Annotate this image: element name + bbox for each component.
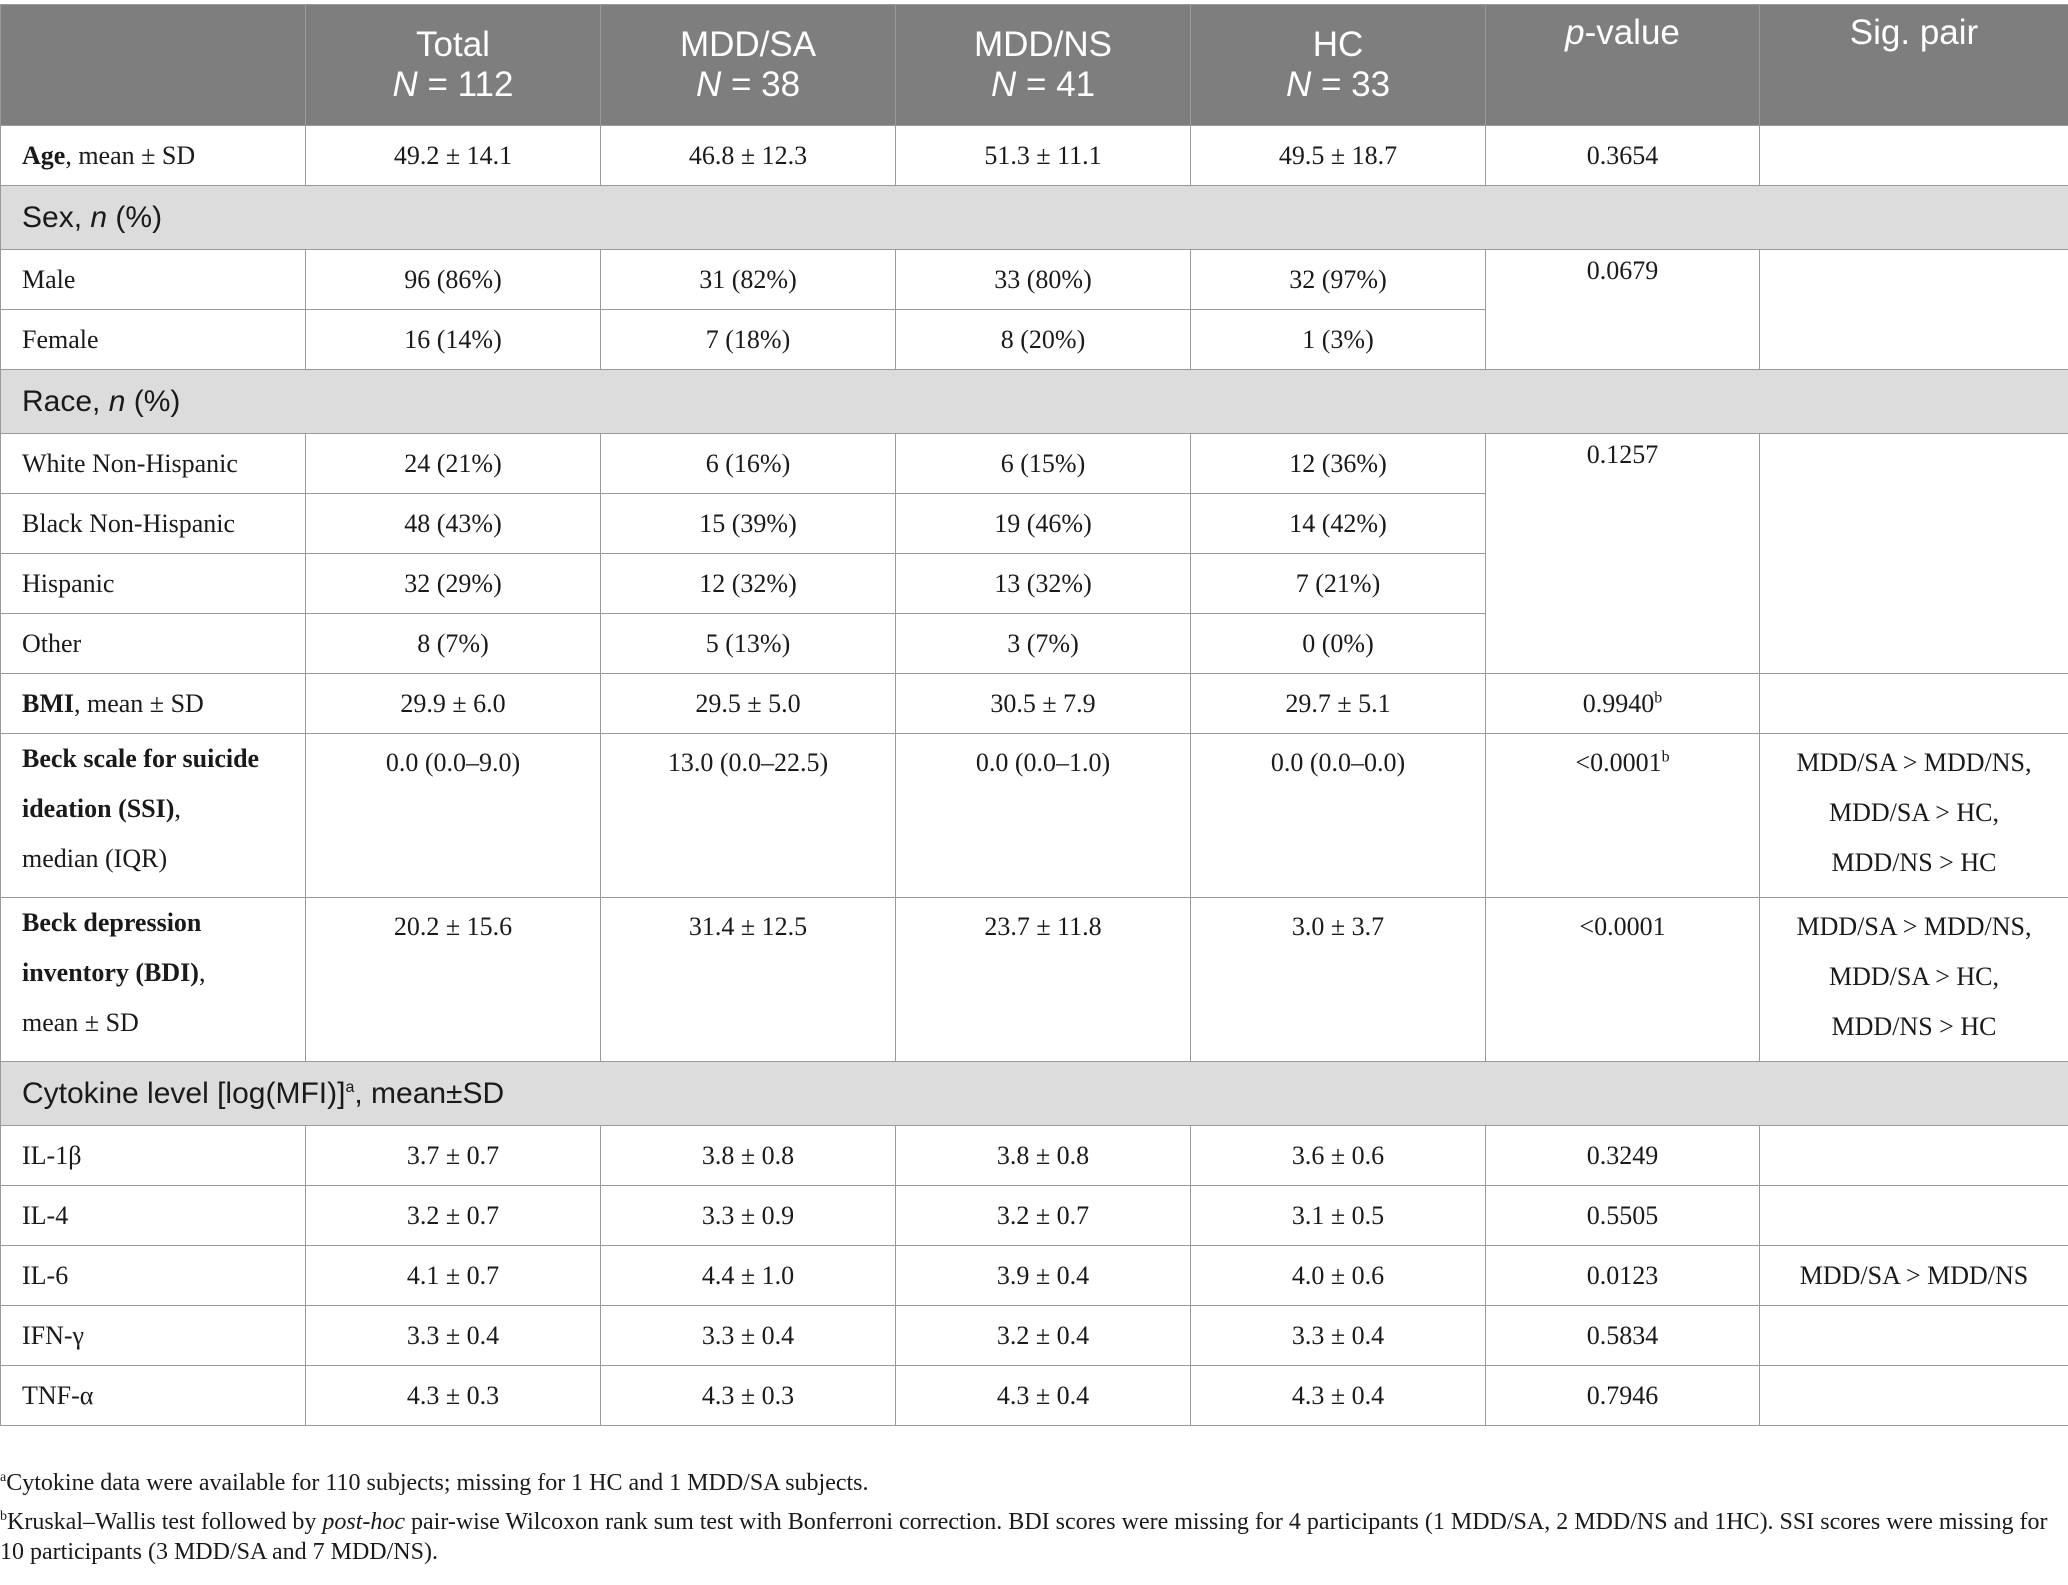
- row-label: Beck scale for suicide ideation (SSI), median (IQR): [1, 734, 306, 898]
- row-label: IL-4: [1, 1186, 306, 1246]
- cell-p-value: 0.1257: [1486, 434, 1760, 674]
- cell-hc: 3.1 ± 0.5: [1191, 1186, 1486, 1246]
- header-blank: [1, 5, 306, 126]
- section-header: Race, n (%): [1, 370, 2068, 434]
- cell-total: 96 (86%): [306, 250, 601, 310]
- cell-mdd-ns: 33 (80%): [896, 250, 1191, 310]
- row-label: IL-1β: [1, 1126, 306, 1186]
- cell-hc: 29.7 ± 5.1: [1191, 674, 1486, 734]
- cell-mdd-ns: 8 (20%): [896, 310, 1191, 370]
- header-mdd-sa: MDD/SA N = 38: [601, 5, 896, 126]
- row-age: [1, 126, 2068, 186]
- footnote-a: $^a$Cytokine data were available for 110 subjects; missing for 1 HC and 1 MDD/SA subjects.: [0, 1470, 869, 1496]
- cell-total: 49.2 ± 14.1: [306, 126, 601, 186]
- cell-sig-pair: [1760, 250, 2068, 370]
- cell-total: 3.2 ± 0.7: [306, 1186, 601, 1246]
- row-label: Beck depression inventory (BDI), mean ± SD: [1, 898, 306, 1062]
- row-label: Hispanic: [1, 554, 306, 614]
- row-bmi: [1, 674, 2068, 734]
- header-sig-pair: Sig. pair: [1760, 5, 2068, 126]
- cell-total: 3.3 ± 0.4: [306, 1306, 601, 1366]
- cell-mdd-sa: 4.4 ± 1.0: [601, 1246, 896, 1306]
- cell-mdd-ns: 0.0 (0.0–1.0): [896, 734, 1191, 898]
- cell-hc: 3.0 ± 3.7: [1191, 898, 1486, 1062]
- cell-mdd-sa: 12 (32%): [601, 554, 896, 614]
- cell-p-value: 0.9940$^b$: [1486, 674, 1760, 734]
- cell-total: 3.7 ± 0.7: [306, 1126, 601, 1186]
- cell-sig-pair: MDD/SA > MDD/NS, MDD/SA > HC, MDD/NS > HC: [1760, 734, 2068, 898]
- cell-mdd-ns: 51.3 ± 11.1: [896, 126, 1191, 186]
- cell-total: 24 (21%): [306, 434, 601, 494]
- row-white-non-hispanic: [1, 434, 2068, 494]
- cell-mdd-sa: 3.3 ± 0.9: [601, 1186, 896, 1246]
- header-mdd-ns: MDD/NS N = 41: [896, 5, 1191, 126]
- cell-mdd-sa: 6 (16%): [601, 434, 896, 494]
- cell-total: 29.9 ± 6.0: [306, 674, 601, 734]
- row-label: Age, mean ± SD: [1, 126, 306, 186]
- row-label: Black Non-Hispanic: [1, 494, 306, 554]
- row-ifn-gamma: [1, 1306, 2068, 1366]
- row-label: IFN-γ: [1, 1306, 306, 1366]
- header-row: [1, 5, 2068, 126]
- cell-hc: 3.3 ± 0.4: [1191, 1306, 1486, 1366]
- row-label: Female: [1, 310, 306, 370]
- cell-sig-pair: [1760, 1366, 2068, 1426]
- cell-mdd-ns: 23.7 ± 11.8: [896, 898, 1191, 1062]
- cell-mdd-ns: 30.5 ± 7.9: [896, 674, 1191, 734]
- cell-mdd-ns: 19 (46%): [896, 494, 1191, 554]
- row-tnf-alpha: [1, 1366, 2068, 1426]
- cell-total: 48 (43%): [306, 494, 601, 554]
- row-il-1b: [1, 1126, 2068, 1186]
- cell-mdd-sa: 7 (18%): [601, 310, 896, 370]
- cell-mdd-sa: 4.3 ± 0.3: [601, 1366, 896, 1426]
- cell-sig-pair: [1760, 1306, 2068, 1366]
- cell-hc: 4.3 ± 0.4: [1191, 1366, 1486, 1426]
- cell-total: 4.3 ± 0.3: [306, 1366, 601, 1426]
- cell-mdd-sa: 15 (39%): [601, 494, 896, 554]
- row-label: White Non-Hispanic: [1, 434, 306, 494]
- cell-hc: 14 (42%): [1191, 494, 1486, 554]
- section-cytokine: [1, 1062, 2068, 1126]
- row-bdi: [1, 898, 2068, 1062]
- cell-total: 8 (7%): [306, 614, 601, 674]
- cell-sig-pair: [1760, 1186, 2068, 1246]
- cell-p-value: 0.0123: [1486, 1246, 1760, 1306]
- cell-mdd-sa: 13.0 (0.0–22.5): [601, 734, 896, 898]
- cell-hc: 0.0 (0.0–0.0): [1191, 734, 1486, 898]
- header-total: Total N = 112: [306, 5, 601, 126]
- row-ssi: [1, 734, 2068, 898]
- cell-mdd-ns: 3 (7%): [896, 614, 1191, 674]
- footnote-b: $^b$Kruskal–Wallis test followed by post-hoc pair-wise Wilcoxon rank sum test with Bonferroni correction. BDI scores were missing for 4 participants (1 MDD/SA, 2 MDD/NS and 1HC). SSI scores were missing for 10 participants (3 MDD/SA and 7 MDD/NS).: [0, 1509, 2048, 1565]
- row-male: [1, 250, 2068, 310]
- cell-mdd-ns: 3.9 ± 0.4: [896, 1246, 1191, 1306]
- cell-sig-pair: [1760, 674, 2068, 734]
- table-footnotes: [0, 1468, 2050, 1576]
- cell-p-value: <0.0001$^b$: [1486, 734, 1760, 898]
- cell-mdd-sa: 31 (82%): [601, 250, 896, 310]
- cell-p-value: <0.0001: [1486, 898, 1760, 1062]
- cell-sig-pair: MDD/SA > MDD/NS: [1760, 1246, 2068, 1306]
- cell-hc: 3.6 ± 0.6: [1191, 1126, 1486, 1186]
- section-sex: [1, 186, 2068, 250]
- section-header: Sex, n (%): [1, 186, 2068, 250]
- cell-hc: 12 (36%): [1191, 434, 1486, 494]
- cell-hc: 1 (3%): [1191, 310, 1486, 370]
- row-il-6: [1, 1246, 2068, 1306]
- cell-p-value: 0.7946: [1486, 1366, 1760, 1426]
- cell-mdd-ns: 3.2 ± 0.7: [896, 1186, 1191, 1246]
- cell-mdd-ns: 6 (15%): [896, 434, 1191, 494]
- header-p-value: p-value: [1486, 5, 1760, 126]
- row-label: Male: [1, 250, 306, 310]
- cell-total: 16 (14%): [306, 310, 601, 370]
- cell-mdd-ns: 13 (32%): [896, 554, 1191, 614]
- cell-mdd-sa: 46.8 ± 12.3: [601, 126, 896, 186]
- cell-mdd-sa: 31.4 ± 12.5: [601, 898, 896, 1062]
- row-label: Other: [1, 614, 306, 674]
- cell-mdd-sa: 3.3 ± 0.4: [601, 1306, 896, 1366]
- cell-p-value: 0.0679: [1486, 250, 1760, 370]
- header-hc: HC N = 33: [1191, 5, 1486, 126]
- cell-p-value: 0.3249: [1486, 1126, 1760, 1186]
- row-il-4: [1, 1186, 2068, 1246]
- cell-mdd-sa: 5 (13%): [601, 614, 896, 674]
- section-race: [1, 370, 2068, 434]
- cell-p-value: 0.3654: [1486, 126, 1760, 186]
- cell-mdd-sa: 29.5 ± 5.0: [601, 674, 896, 734]
- cell-hc: 0 (0%): [1191, 614, 1486, 674]
- cell-sig-pair: [1760, 1126, 2068, 1186]
- cell-total: 4.1 ± 0.7: [306, 1246, 601, 1306]
- cell-sig-pair: [1760, 126, 2068, 186]
- cell-hc: 49.5 ± 18.7: [1191, 126, 1486, 186]
- cell-sig-pair: [1760, 434, 2068, 674]
- row-label: IL-6: [1, 1246, 306, 1306]
- demographics-table: [0, 4, 2068, 1426]
- cell-p-value: 0.5505: [1486, 1186, 1760, 1246]
- row-label: BMI, mean ± SD: [1, 674, 306, 734]
- cell-total: 0.0 (0.0–9.0): [306, 734, 601, 898]
- cell-hc: 32 (97%): [1191, 250, 1486, 310]
- row-label: TNF-α: [1, 1366, 306, 1426]
- cell-mdd-ns: 3.2 ± 0.4: [896, 1306, 1191, 1366]
- cell-hc: 7 (21%): [1191, 554, 1486, 614]
- cell-mdd-ns: 4.3 ± 0.4: [896, 1366, 1191, 1426]
- cell-total: 20.2 ± 15.6: [306, 898, 601, 1062]
- cell-mdd-sa: 3.8 ± 0.8: [601, 1126, 896, 1186]
- cell-p-value: 0.5834: [1486, 1306, 1760, 1366]
- cell-mdd-ns: 3.8 ± 0.8: [896, 1126, 1191, 1186]
- cell-total: 32 (29%): [306, 554, 601, 614]
- cell-hc: 4.0 ± 0.6: [1191, 1246, 1486, 1306]
- cell-sig-pair: MDD/SA > MDD/NS, MDD/SA > HC, MDD/NS > HC: [1760, 898, 2068, 1062]
- section-header: Cytokine level $[\log(MFI)]^a$, mean±SD: [1, 1062, 2068, 1126]
